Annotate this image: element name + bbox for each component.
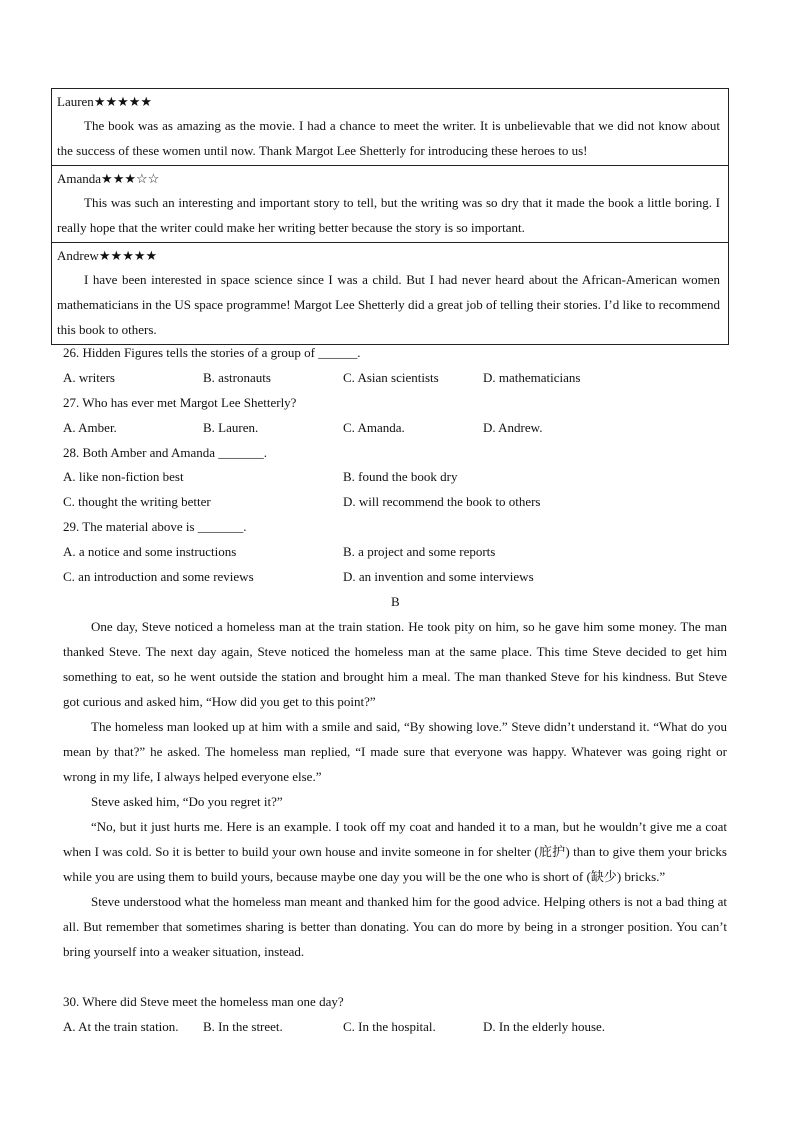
question-30-option-d: D. In the elderly house. — [483, 1019, 606, 1034]
reviewer-line — [57, 91, 720, 113]
question-29-option-c: C. an introduction and some reviews — [63, 569, 254, 584]
star-rating: ★★★☆☆ — [101, 171, 160, 186]
reviewer-name: Lauren — [57, 94, 94, 109]
question-27-option-d: D. Andrew. — [483, 420, 543, 435]
question-28-option-c: C. thought the writing better — [63, 494, 211, 509]
section-heading: B — [391, 594, 400, 609]
reviewer-line — [57, 245, 720, 267]
review-text: I have been interested in space science since I was a child. But I had never heard about the African-American women mathematicians in the US space programme! Margot Lee Shetterly did a great job of telling their stories. I’d like to recommend this book to others. — [57, 272, 720, 337]
passage-paragraph: “No, but it just hurts me. Here is an example. I took off my coat and handed it to a man, but he wouldn’t give me a coat when I was cold. So it is better to build your own house and invite someone in for shelter (庇护) than to give them your bricks while you are using them to build yours, because maybe one day you will be the one who is short of (缺少) bricks.” — [63, 819, 727, 884]
star-rating: ★★★★★ — [93, 94, 153, 109]
review-lauren — [52, 89, 728, 166]
review-text: This was such an interesting and important story to tell, but the writing was so dry that it made the book a little boring. I really hope that the writer could make her writing better because the story is so important. — [57, 195, 720, 235]
passage-paragraph: The homeless man looked up at him with a smile and said, “By showing love.” Steve didn’t understand it. “What do you mean by that?” he asked. The homeless man replied, “I made sure that everyone was happy. Whatever was going right or wrong in my life, I always helped everyone else.” — [63, 719, 727, 784]
question-27-stem: 27. Who has ever met Margot Lee Shetterly? — [63, 395, 297, 410]
question-29-option-b: B. a project and some reports — [343, 544, 496, 559]
star-rating: ★★★★★ — [98, 248, 158, 263]
passage-b — [63, 614, 727, 964]
question-28-option-d: D. will recommend the book to others — [343, 494, 541, 509]
passage-paragraph: Steve asked him, “Do you regret it?” — [91, 794, 283, 809]
question-30-option-a: A. At the train station. — [63, 1019, 179, 1034]
passage-paragraph: One day, Steve noticed a homeless man at the train station. He took pity on him, so he gave him some money. The man thanked Steve. The next day again, Steve noticed the homeless man at the same place. This time Steve decided to get him something to eat, so he went outside the station and brought him a meal. The man thanked Steve for his kindness. But Steve got curious and asked him, “How did you get to this point?” — [63, 619, 727, 709]
question-28-option-b: B. found the book dry — [343, 469, 458, 484]
reviewer-name: Andrew — [57, 248, 99, 263]
question-28-option-a: A. like non-fiction best — [63, 469, 184, 484]
review-table — [51, 88, 729, 345]
question-27-option-a: A. Amber. — [63, 420, 117, 435]
question-29-stem: 29. The material above is _______. — [63, 519, 247, 534]
question-26-option-a: A. writers — [63, 370, 115, 385]
review-amanda — [52, 166, 728, 243]
question-26-option-b: B. astronauts — [203, 370, 271, 385]
question-30-option-c: C. In the hospital. — [343, 1019, 436, 1034]
review-text: The book was as amazing as the movie. I had a chance to meet the writer. It is unbelievable that we did not know about the success of these women until now. Thank Margot Lee Shetterly for introducing these heroes to us! — [57, 118, 720, 158]
question-27-option-c: C. Amanda. — [343, 420, 405, 435]
question-26-option-d: D. mathematicians — [483, 370, 581, 385]
passage-paragraph: Steve understood what the homeless man meant and thanked him for the good advice. Helping others is not a bad thing at all. But remember that sometimes sharing is better than donating. You can do more by being in a stronger position. You can’t bring yourself into a weaker situation, instead. — [63, 894, 727, 959]
question-30-stem: 30. Where did Steve meet the homeless man one day? — [63, 994, 344, 1009]
question-29-option-a: A. a notice and some instructions — [63, 544, 237, 559]
question-30-option-b: B. In the street. — [203, 1019, 283, 1034]
question-28-stem: 28. Both Amber and Amanda _______. — [63, 445, 268, 460]
question-26-option-c: C. Asian scientists — [343, 370, 439, 385]
question-29-option-d: D. an invention and some interviews — [343, 569, 534, 584]
question-26-stem: 26. Hidden Figures tells the stories of a group of ______. — [63, 345, 361, 360]
reviewer-line — [57, 168, 720, 190]
question-27-option-b: B. Lauren. — [203, 420, 259, 435]
review-andrew — [52, 243, 728, 344]
reviewer-name: Amanda — [57, 171, 102, 186]
